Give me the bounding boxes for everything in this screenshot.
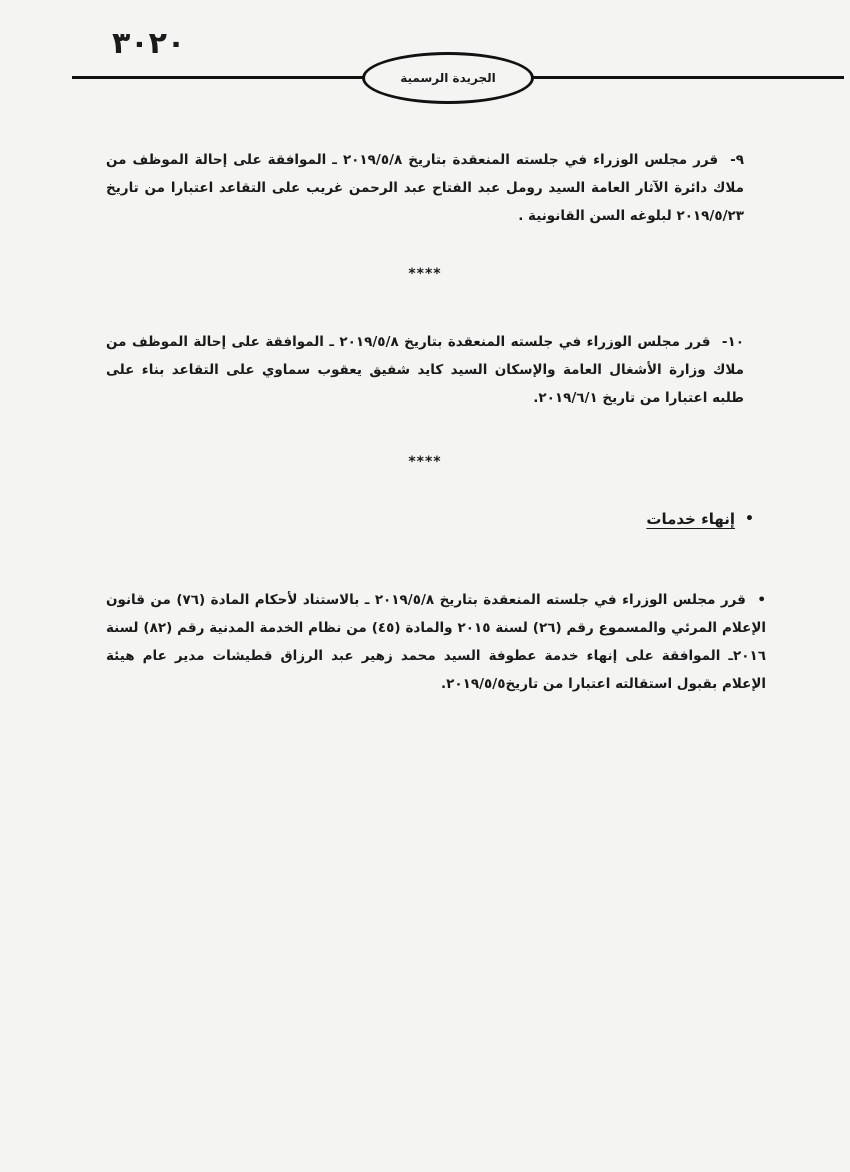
item-text: قرر مجلس الوزراء في جلسته المنعقدة بتاريخ ٢٠١٩/٥/٨ ـ الموافقة على إحالة الموظف من ملاك وزارة الأشغال العامة والإسكان السيد كايد شفيق يعقوب سماوي على التقاعد بناء على طلبه اعتبارا من تاريخ ٢٠١٩/٦/١. [106,334,744,406]
bullet-icon: • [745,511,754,527]
gazette-title: الجريدة الرسمية [400,71,496,85]
item-text: قرر مجلس الوزراء في جلسته المنعقدة بتاريخ ٢٠١٩/٥/٨ ـ الموافقة على إحالة الموظف من ملاك دائرة الآثار العامة السيد رومل عبد الفتاح عبد الرحمن غريب على التقاعد اعتبارا من تاريخ ٢٠١٩/٥/٢٣ لبلوغه السن القانونية . [106,152,744,224]
item-number: ١٠- [721,334,745,350]
bullet-icon: • [757,592,766,608]
decision-item-9 [106,146,744,230]
termination-item [106,586,766,698]
section-title: إنهاء خدمات [646,510,736,528]
page-number: ٣٠٢٠ [112,26,186,61]
item-number: ٩- [730,152,744,168]
section-heading [646,510,754,528]
gazette-title-oval [362,52,534,104]
separator-stars: **** [408,266,442,282]
item-text: قرر مجلس الوزراء في جلسته المنعقدة بتاريخ ٢٠١٩/٥/٨ ـ بالاستناد لأحكام المادة (٧٦) من قانون الإعلام المرئي والمسموع رقم (٢٦) لسنة ٢٠١٥ والمادة (٤٥) من نظام الخدمة المدنية رقم (٨٢) لسنة ٢٠١٦ـ الموافقة على إنهاء خدمة عطوفة السيد محمد زهير عبد الرزاق قطيشات مدير عام هيئة الإعلام بقبول استقالته اعتبارا من تاريخ٢٠١٩/٥/٥. [106,592,766,692]
separator-stars: **** [408,454,442,470]
decision-item-10 [106,328,744,412]
